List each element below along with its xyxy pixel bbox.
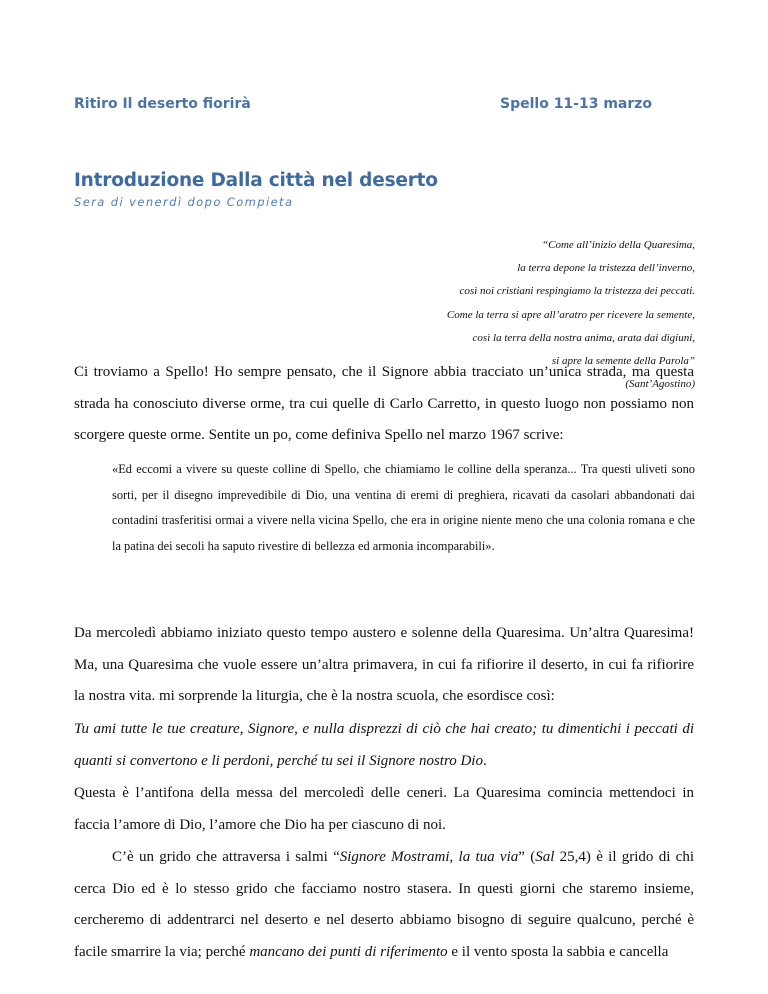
- section-subtitle: Sera di venerdì dopo Compieta: [74, 195, 294, 209]
- emphasis-text: mancano dei punti di riferimento: [249, 943, 448, 960]
- epigraph-line: “Come all’inizio della Quaresima,: [542, 239, 695, 251]
- epigraph-line: così noi cristiani respingiamo la tristezza dei peccati.: [459, 285, 695, 298]
- text-run: C’è un grido che attraversa i salmi “: [112, 849, 340, 865]
- text-run: 25,4) è il grido di chi cerca Dio ed è lo stesso grido che facciamo nostro stasera. In questi giorni che staremo insieme, cercheremo di addentrarci nel deserto e nel deserto abbiamo bisogno di seguire qualcuno, perché è facile smarrire la via; perché: [74, 849, 694, 960]
- header-retreat-title: Ritiro Il deserto fiorirà: [74, 96, 251, 112]
- block-quote: «Ed eccomi a vivere su queste colline di Spello, che chiamiamo le colline della speranza... Tra questi uliveti sono sorti, per il disegno imprevedibile di Dio, una ventina di eremi di preghiera, ricavati da casolari abbandonati dai contadini trasferitisi ormai a vivere nella vicina Spello, che era in origine niente meno che una colonia romana e che la patina dei secoli ha saputo rivestire di bellezza ed armonia incomparabili».: [112, 462, 695, 553]
- header-place-date: Spello 11-13 marzo: [500, 96, 653, 112]
- psalm-quote: Signore Mostrami, la tua via: [339, 849, 519, 865]
- antiphon-text: Tu ami tutte le tue creature, Signore, e nulla disprezzi di ciò che hai creato; tu dimentichi i peccati di quanti si convertono e li perdoni, perché tu sei il Signore nostro Dio: [74, 721, 694, 769]
- paragraph-antiphon: [74, 714, 694, 777]
- epigraph-line: si apre la semente della Parola”: [551, 355, 695, 368]
- paragraph-intro: Ci troviamo a Spello! Ho sempre pensato, che il Signore abbia tracciato un’unica strada, ma questa strada ha conosciuto diverse orme, tra cui quelle di Carlo Carretto, in questo luogo non possiamo non scorgere queste orme. Sentite un po, come definiva Spello nel marzo 1967 scrive:: [74, 364, 694, 443]
- antiphon-period: .: [482, 752, 487, 769]
- paragraph-ash-wednesday: Questa è l’antifona della messa del mercoledì delle ceneri. La Quaresima comincia mettendoci in faccia l’amore di Dio, l’amore che Dio ha per ciascuno di noi.: [74, 785, 694, 833]
- epigraph-attribution: (Sant’Agostino): [625, 378, 695, 391]
- section-title: Introduzione Dalla città nel deserto: [74, 170, 438, 191]
- text-run: e il vento sposta la sabbia e cancella: [447, 943, 669, 960]
- paragraph-psalm: [74, 842, 694, 968]
- text-run: ” (: [518, 849, 536, 865]
- epigraph-line: così la terra della nostra anima, arata dai digiuni,: [472, 331, 695, 344]
- paragraph-lent: Da mercoledì abbiamo iniziato questo tempo austero e solenne della Quaresima. Un’altra Quaresima! Ma, una Quaresima che vuole essere un’altra primavera, in cui fa rifiorire il deserto, in cui fa rifiorire la nostra vita. mi sorprende la liturgia, che è la nostra scuola, che esordisce così:: [74, 625, 694, 704]
- epigraph-line: la terra depone la tristezza dell’inverno,: [517, 262, 695, 275]
- epigraph-line: Come la terra si apre all’aratro per ricevere la semente,: [446, 308, 695, 321]
- psalm-abbrev: Sal: [535, 849, 555, 865]
